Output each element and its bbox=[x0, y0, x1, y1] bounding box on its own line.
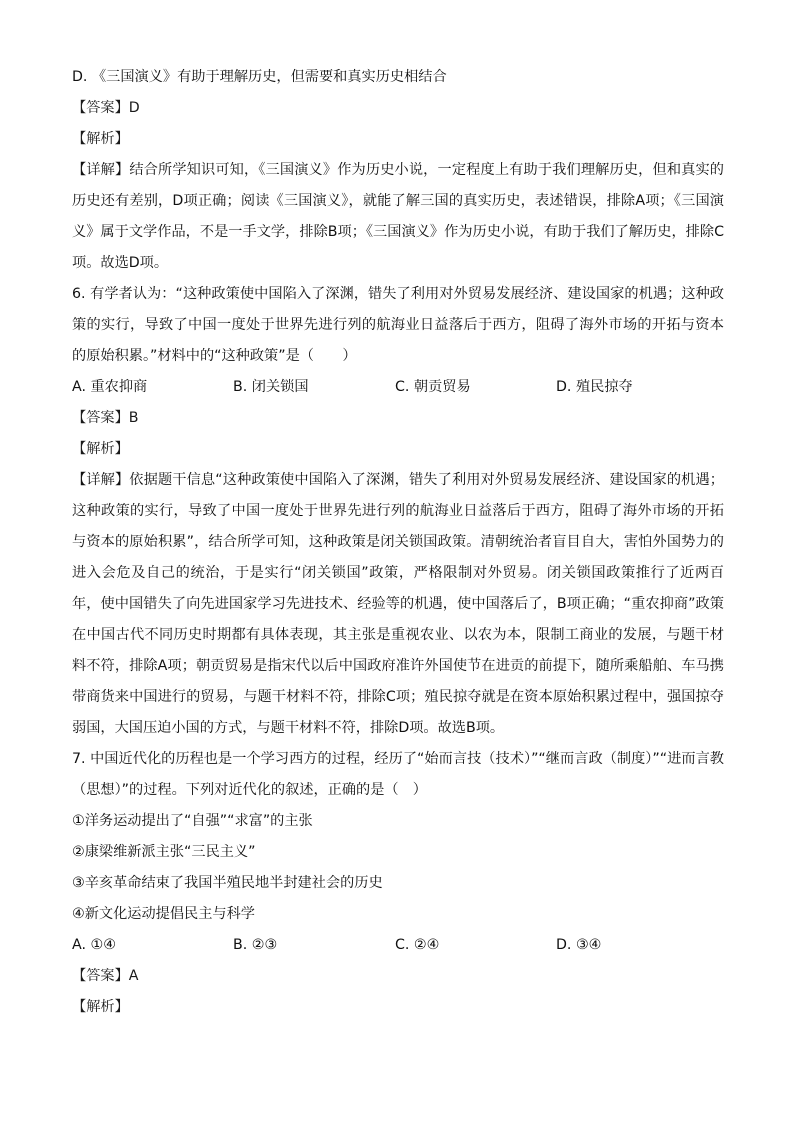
q6-detail: 【详解】依据题干信息“这种政策使中国陷入了深渊，错失了利用对外贸易发展经济、建设国家的机遇；这种政策的实行，导致了中国一度处于世界先进行列的航海业日益落后于西方，阻碍了海外市场的开拓与资本的原始积累”，结合所学可知，这种政策是闭关锁国政策。清朝统治者盲目自大，害怕外国势力的进入会危及自己的统治，于是实行“闭关锁国”政策，严格限制对外贸易。闭关锁国政策推行了近两百年，使中国错失了向先进国家学习先进技术、经验等的机遇，使中国落后了，B项正确；“重农抑商”政策在中国古代不同历史时期都有具体表现，其主张是重视农业、以农为本，限制工商业的发展，与题干材料不符，排除A项；朝贡贸易是指宋代以后中国政府准许外国使节在进贡的前提下，随所乘船舶、车马携带商货来中国进行的贸易，与题干材料不符，排除C项；殖民掠夺就是在资本原始积累过程中，强国掠夺弱国，大国压迫小国的方式，与题干材料不符，排除D项。故选B项。 bbox=[72, 472, 724, 736]
q7-stem: 7. 中国近代化的历程也是一个学习西方的过程，经历了“始而言技（技术）”“继而言政（制度）”“进而言教（思想）”的过程。下列对近代化的叙述，正确的是（ ） bbox=[72, 751, 724, 798]
q5-analysis-heading: 【解析】 bbox=[72, 131, 129, 147]
q7-statement-4: ④新文化运动提倡民主与科学 bbox=[72, 906, 255, 922]
q6-answer: 【答案】B bbox=[72, 410, 139, 426]
q7-statement-2: ②康梁维新派主张“三民主义” bbox=[72, 844, 256, 860]
q6-option-d: D. 殖民掠夺 bbox=[556, 379, 633, 395]
q5-option-d: D. 《三国演义》有助于理解历史，但需要和真实历史相结合 bbox=[72, 69, 447, 85]
q6-option-c: C. 朝贡贸易 bbox=[395, 379, 471, 395]
q7-option-c: C. ②④ bbox=[395, 937, 440, 953]
q6-option-a: A. 重农抑商 bbox=[72, 379, 148, 395]
q7-answer: 【答案】A bbox=[72, 968, 139, 984]
q6-stem: 6. 有学者认为：“这种政策使中国陷入了深渊，错失了利用对外贸易发展经济、建设国家的机遇；这种政策的实行，导致了中国一度处于世界先进行列的航海业日益落后于西方，阻碍了海外市场的开拓与资本的原始积累。”材料中的“这种政策”是（ ） bbox=[72, 286, 724, 364]
document-page bbox=[72, 62, 724, 1023]
q7-analysis-heading: 【解析】 bbox=[72, 999, 129, 1015]
q5-detail: 【详解】结合所学知识可知，《三国演义》作为历史小说，一定程度上有助于我们理解历史，但和真实的历史还有差别，D项正确；阅读《三国演义》，就能了解三国的真实历史，表述错误，排除A项；《三国演义》属于文学作品，不是一手文学，排除B项；《三国演义》作为历史小说，有助于我们了解历史，排除C项。故选D项。 bbox=[72, 162, 724, 271]
q6-analysis-heading: 【解析】 bbox=[72, 441, 129, 457]
q6-option-b: B. 闭关锁国 bbox=[233, 379, 309, 395]
q5-answer: 【答案】D bbox=[72, 100, 140, 116]
q6-options bbox=[72, 372, 724, 403]
q7-option-a: A. ①④ bbox=[72, 937, 116, 953]
q7-statement-1: ①洋务运动提出了“自强”“求富”的主张 bbox=[72, 813, 313, 829]
q7-option-b: B. ②③ bbox=[233, 937, 278, 953]
q7-statement-3: ③辛亥革命结束了我国半殖民地半封建社会的历史 bbox=[72, 875, 383, 891]
q7-option-d: D. ③④ bbox=[556, 937, 602, 953]
q7-options bbox=[72, 930, 724, 961]
